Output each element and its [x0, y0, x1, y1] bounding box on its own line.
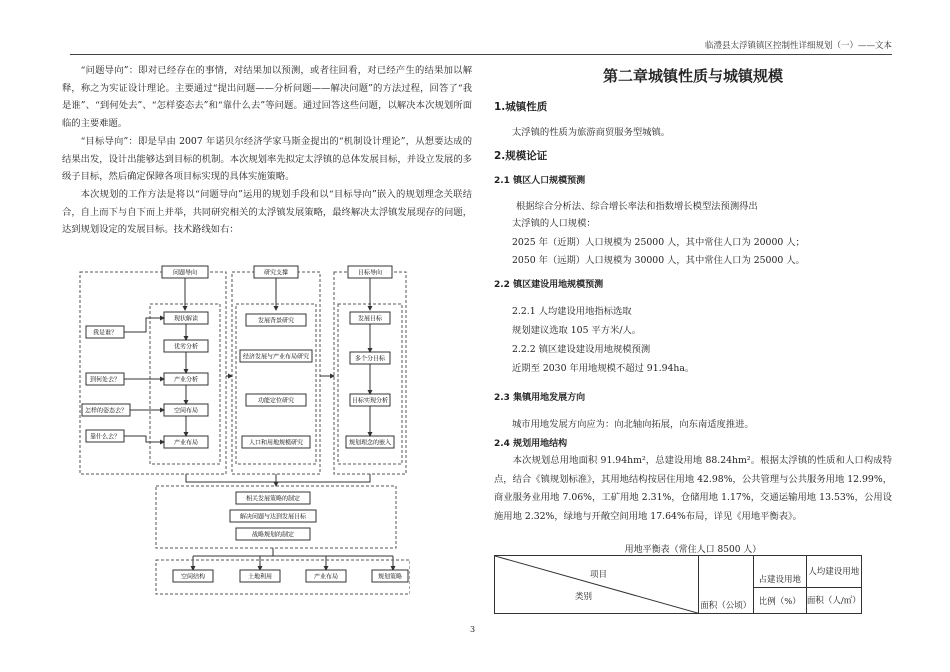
header-diagonal-line	[495, 556, 701, 614]
header-per-unit: 面积（人/㎡）	[806, 588, 861, 614]
box-industry-analysis-text: 产业分析	[173, 376, 199, 384]
land-structure-text: 本次规划总用地面积 91.94hm²，总建设用地 88.24hm²。根据太浮镇的性质和人口构成特点，结合《镇规划标准》，其用地结构按居住用地 42.98%，公共管理与公共服务用地 12.99%，商业服务业用地 7.06%，工矿用地 2.31%，仓储用地 1.17%，交通运输用地 13.53%，公用设施用地 2.32%，绿地与开敞空间用地 17.64%布局，详见《用地平衡表》。	[494, 455, 892, 522]
box-land-use-text: 土地利用	[247, 573, 273, 581]
box-strategic-planning	[236, 528, 310, 540]
question-how	[82, 404, 130, 416]
header-category-label: 类别	[575, 592, 593, 602]
box-swot	[164, 340, 208, 352]
left-column	[62, 62, 472, 239]
header-problem-oriented	[162, 266, 208, 278]
box-solve-problems	[230, 510, 316, 522]
question-where	[86, 373, 124, 385]
table-header-item-category	[495, 556, 699, 614]
paragraph-method: 本次规划的工作方法是将以“问题导向”运用的规划手段和以“目标导向”嵌入的规划理念关联结合，自上而下与自下而上并举，共同研究相关的太浮镇发展策略，最终解决太浮镇发展现存的问题，达到规划设定的发展目标。技术路线如右：	[62, 188, 472, 236]
box-development-goal	[350, 312, 390, 324]
header-goal-text: 目标导向	[357, 269, 383, 277]
section-development-direction: 2.3 集镇用地发展方向	[494, 393, 586, 403]
paragraph-goal-oriented: “目标导向”：即是早由 2007 年诺贝尔经济学家马斯金提出的“机制设计理论”，从想要达成的结果出发，设计出能够达到目标的机制。本次规划率先拟定太浮镇的总体发展目标，并设立发展的多级子目标，然后确定保障各项目标实现的具体实施策略。	[62, 135, 472, 183]
question-rely	[86, 430, 124, 442]
box-industry-layout-final	[306, 570, 346, 582]
box-goal-analysis	[350, 394, 390, 406]
section-scale-argument: 2.规模论证	[494, 150, 548, 162]
land-line-3: 2.2.2 镇区建设建设用地规模预测	[512, 344, 651, 355]
box-industry-layout	[164, 436, 208, 448]
box-function-research	[246, 394, 306, 406]
header-area: 面积（公顷）	[698, 556, 753, 614]
table-title: 用地平衡表（常住人口 8500 人）	[624, 545, 762, 555]
box-population-text: 人口和用地规模研究	[248, 439, 304, 447]
box-industry-analysis	[164, 373, 208, 385]
land-balance-table	[494, 555, 862, 614]
flowchart-svg	[76, 264, 410, 609]
town-nature-text: 太浮镇的性质为旅游商贸服务型城镇。	[512, 127, 671, 138]
section-land-structure: 2.4 规划用地结构	[494, 439, 568, 449]
question-how-text: 怎样的姿态去？	[84, 407, 128, 415]
box-concept-embedding	[346, 436, 394, 448]
header-problem-text: 问题导向	[172, 269, 198, 277]
box-concept-text: 规划理念的嵌入	[348, 439, 392, 447]
box-status-reading	[164, 312, 208, 324]
box-strategic-text: 战略规划的制定	[251, 531, 295, 539]
development-direction-text: 城市用地发展方向应为：向北轴向拓展，向东南适度推进。	[512, 419, 754, 430]
question-who-text: 我是谁？	[92, 329, 118, 337]
population-line-3: 2025 年（近期）人口规模为 25000 人，其中常住人口为 20000 人；	[512, 237, 805, 248]
land-line-1: 2.2.1 人均建设用地指标选取	[512, 306, 632, 317]
box-spatial-structure	[173, 570, 213, 582]
box-background-research	[246, 314, 306, 326]
land-line-4: 近期至 2030 年用地规模不超过 91.94ha。	[512, 363, 695, 374]
box-sub-goals	[350, 352, 390, 364]
population-line-4: 2050 年（远期）人口规模为 30000 人，其中常住人口为 25000 人。	[512, 255, 805, 266]
box-population-research	[242, 436, 310, 448]
box-subgoals-text: 多个分目标	[354, 355, 386, 363]
right-column	[494, 62, 892, 522]
box-economy-research	[240, 350, 312, 362]
box-background-text: 发展背景研究	[257, 317, 295, 325]
box-spatial-layout	[164, 404, 208, 416]
question-rely-text: 靠什么去？	[89, 433, 121, 441]
population-line-2: 太浮镇的人口规模：	[512, 218, 596, 229]
box-goal-text: 发展目标	[357, 315, 383, 323]
land-line-2: 规划建议选取 105 平方米/人。	[512, 325, 642, 336]
paragraph-problem-oriented: “问题导向”：即对已经存在的事情，对结果加以预测，或者往回看，对已经产生的结果加以解释，称之为实证设计理论。主要通过“提出问题——分析问题——解决问题”的方法过程，回答了“我是谁”、“到何处去”、“怎样姿态去”和“靠什么去”等问题。通过回答这些问题，以解决本次规划所面临的主要难题。	[62, 65, 472, 130]
box-spatial-structure-text: 空间结构	[180, 573, 206, 581]
box-planning-strategy	[372, 570, 408, 582]
box-status-text: 现状解读	[173, 315, 199, 323]
box-industry-final-text: 产业布局	[313, 573, 339, 581]
page-number: 3	[470, 625, 476, 634]
box-goal-analysis-text: 目标实现分析	[351, 397, 389, 405]
question-where-text: 到何处去？	[89, 376, 121, 384]
box-solve-text: 解决问题与达到发展目标	[239, 513, 307, 521]
header-research-text: 研究支撑	[263, 269, 289, 277]
header-title: 临澧县太浮镇镇区控制性详细规划（一）——文本	[704, 41, 892, 51]
section-population-forecast: 2.1 镇区人口规模预测	[494, 176, 586, 186]
chapter-title: 第二章城镇性质与城镇规模	[602, 67, 783, 85]
technical-route-flowchart	[76, 264, 410, 613]
header-ratio: 比例（%）	[754, 588, 807, 614]
box-planning-strategy-text: 规划策略	[377, 573, 403, 581]
section-land-forecast: 2.2 镇区建设用地规模预测	[494, 280, 604, 290]
box-land-use	[240, 570, 280, 582]
population-line-1: 根据综合分析法、综合增长率法和指数增长模型法预测得出	[516, 201, 758, 212]
box-swot-text: 优劣分析	[173, 343, 199, 351]
header-goal-oriented	[348, 266, 392, 278]
box-function-text: 功能定位研究	[257, 397, 295, 405]
box-industry-layout-text: 产业布局	[173, 439, 199, 447]
header-research-support	[254, 266, 298, 278]
header-share: 占建设用地	[754, 556, 807, 588]
box-strategy-text: 相关发展策略的制定	[245, 495, 301, 503]
box-spatial-text: 空间布局	[173, 407, 199, 415]
header-per-capita: 人均建设用地	[806, 556, 861, 588]
box-strategy-making	[236, 492, 310, 504]
header-item-label: 项目	[590, 570, 608, 580]
page-header	[70, 40, 892, 55]
question-who	[86, 326, 124, 338]
box-economy-text: 经济发展与产业布局研究	[242, 353, 310, 361]
section-town-nature: 1.城镇性质	[494, 101, 548, 113]
